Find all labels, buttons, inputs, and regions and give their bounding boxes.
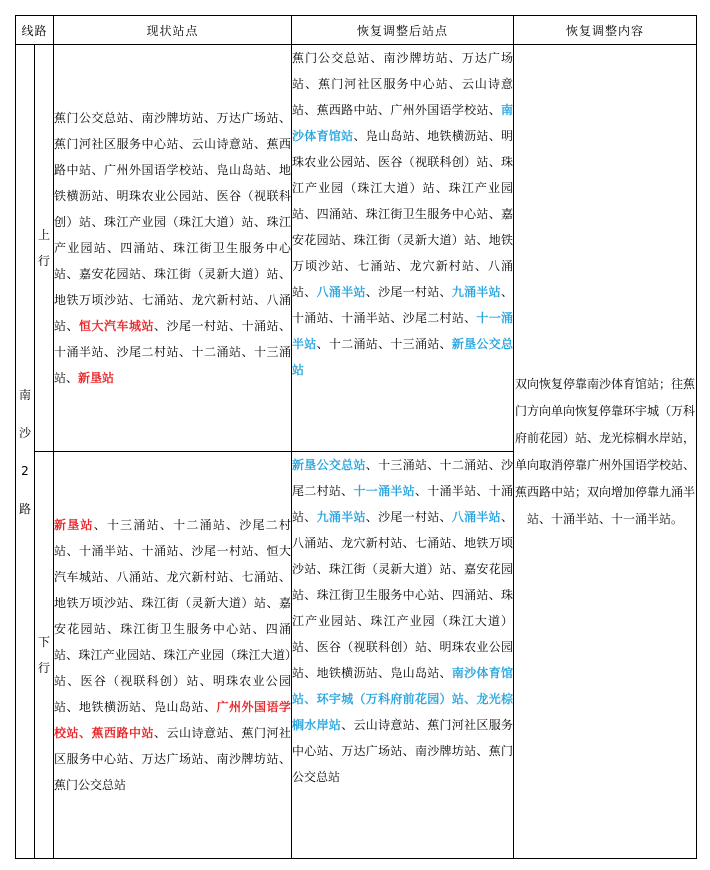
added-stop-text: 八涌半站: [451, 510, 501, 524]
stop-text: 、沙尾一村站、: [365, 285, 452, 299]
header-current-stops: 现状站点: [54, 16, 292, 45]
stop-text: 、沙尾一村站、十涌站、十涌半站、沙尾二村站、十二涌站、十三涌站、: [54, 319, 292, 385]
removed-stop-text: 新垦站: [78, 371, 115, 385]
stop-text: 、十涌站、十涌半站、沙尾二村站、: [292, 285, 513, 325]
up-current-stops: [54, 105, 291, 391]
header-route: 线路: [16, 16, 54, 45]
up-direction-row: [16, 45, 697, 452]
stop-text: 蕉门公交总站、南沙牌坊站、万达广场站、蕉门河社区服务中心站、云山诗意站、蕉西路中站、广州外国语学校站、: [292, 51, 514, 117]
added-stop-text: 九涌半站: [316, 510, 366, 524]
stop-text: 、十二涌站、十三涌站、: [316, 337, 452, 351]
adjust-content-text: 双向恢复停靠南沙体育馆站；往蕉门方向单向恢复停靠环宇城（万科府前花园）站、龙光棕榈水岸站，单向取消停靠广州外国语学校站、蕉西路中站；双向增加停靠九涌半站、十涌半站、十一涌半站。: [515, 376, 696, 526]
header-row: [16, 16, 697, 45]
up-current-stops-cell: [54, 45, 292, 452]
stop-text: 、云山诗意站、蕉门河社区服务中心站、万达广场站、南沙牌坊站、蕉门公交总站: [54, 726, 292, 792]
stop-text: 、沙尾一村站、: [365, 510, 452, 524]
added-stop-text: 新垦公交总站: [292, 458, 366, 472]
route-adjustment-table: [15, 15, 697, 859]
header-adjust-content: 恢复调整内容: [514, 16, 697, 45]
removed-stop-text: 广州外国语学校站、蕉西路中站: [54, 700, 291, 740]
removed-stop-text: 新垦站: [54, 518, 94, 532]
added-stop-text: 九涌半站: [451, 285, 501, 299]
stop-text: 蕉门公交总站、南沙牌坊站、万达广场站、蕉门河社区服务中心站、云山诗意站、蕉西路中站、广州外国语学校站、凫山岛站、地铁横沥站、明珠农业公园站、医谷（视联科创）站、珠江产业园（珠江大道）站、珠江产业园站、四涌站、珠江街卫生服务中心站、嘉安花园站、珠江街（灵新大道）站、地铁万顷沙站、七涌站、龙穴新村站、八涌站、: [54, 111, 292, 333]
down-current-stops-cell: [54, 452, 292, 859]
adjust-content-cell: [514, 45, 697, 859]
stop-text: 、十三涌站、十二涌站、沙尾二村站、: [292, 458, 513, 498]
stop-text: 、凫山岛站、地铁横沥站、明珠农业公园站、医谷（视联科创）站、珠江产业园（珠江大道）站、珠江产业园站、四涌站、珠江街卫生服务中心站、嘉安花园站、珠江街（灵新大道）站、地铁万顷沙站、七涌站、龙穴新村站、八涌站、: [292, 129, 514, 299]
down-current-stops: [54, 512, 291, 798]
stop-text: 、十涌半站、十涌站、: [292, 484, 513, 524]
up-adjusted-stops-cell: [292, 45, 514, 452]
added-stop-text: 八涌半站: [316, 285, 366, 299]
added-stop-text: 南沙体育馆站: [292, 103, 514, 143]
stop-text: 、云山诗意站、蕉门河社区服务中心站、万达广场站、南沙牌坊站、蕉门公交总站: [292, 718, 514, 784]
route-name-cell: 南 沙 2 路: [16, 45, 35, 859]
direction-up-cell: 上 行: [35, 45, 54, 452]
header-adjusted-stops: 恢复调整后站点: [292, 16, 514, 45]
down-adjusted-stops: [292, 452, 513, 790]
added-stop-text: 十一涌半站: [353, 484, 415, 498]
removed-stop-text: 恒大汽车城站: [79, 319, 155, 333]
stop-text: 、十三涌站、十二涌站、沙尾二村站、十涌半站、十涌站、沙尾一村站、恒大汽车城站、八涌站、龙穴新村站、七涌站、地铁万顷沙站、珠江街（灵新大道）站、嘉安花园站、珠江街卫生服务中心站、四涌站、珠江产业园站、珠江产业园（珠江大道）站、医谷（视联科创）站、明珠农业公园站、地铁横沥站、凫山岛站、: [54, 518, 292, 714]
added-stop-text: 十一涌半站: [292, 311, 513, 351]
down-adjusted-stops-cell: [292, 452, 514, 859]
added-stop-text: 南沙体育馆站、环宇城（万科府前花园）站、龙光棕榈水岸站: [292, 666, 514, 732]
up-adjusted-stops: [292, 45, 513, 383]
added-stop-text: 新垦公交总站: [292, 337, 513, 377]
direction-down-cell: 下 行: [35, 452, 54, 859]
stop-text: 、八涌站、龙穴新村站、七涌站、地铁万顷沙站、珠江街（灵新大道）站、嘉安花园站、珠江街卫生服务中心站、四涌站、珠江产业园站、珠江产业园（珠江大道）站、医谷（视联科创）站、明珠农业公园站、地铁横沥站、凫山岛站、: [292, 510, 514, 680]
